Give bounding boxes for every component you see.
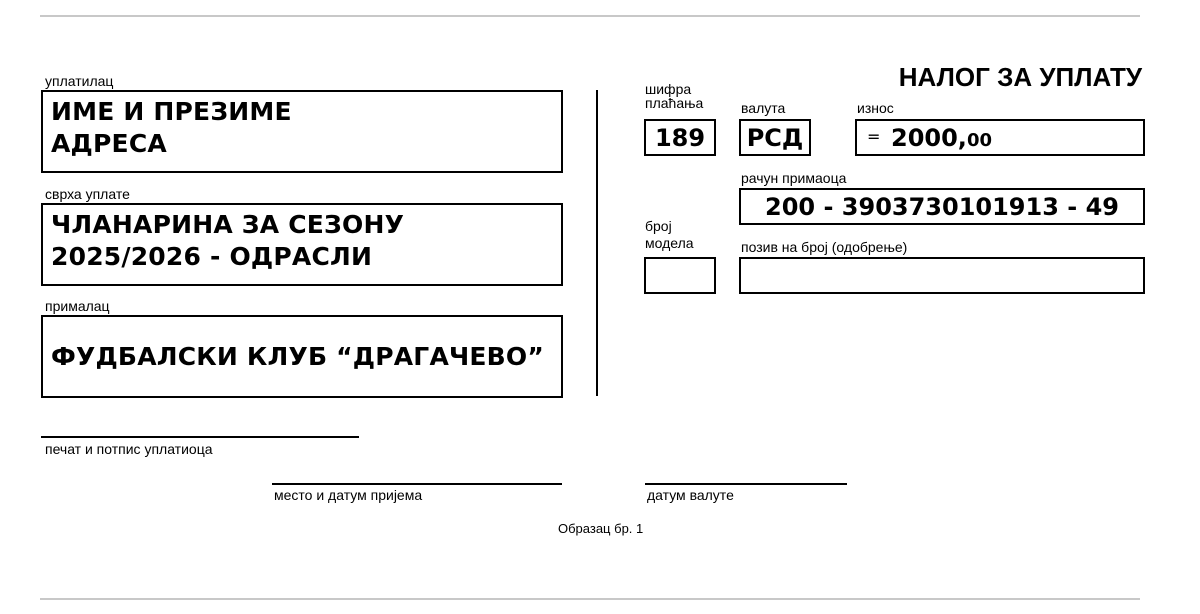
signature-label: печат и потпис уплатиоца	[45, 441, 213, 457]
payment-code-label-2: плаћања	[645, 95, 704, 111]
model-label-1: број	[645, 218, 672, 234]
currency-box[interactable]	[739, 119, 811, 156]
model-label-2: модела	[645, 235, 694, 251]
purpose-label: сврха уплате	[45, 186, 130, 202]
amount-prefix: =	[867, 127, 881, 146]
recipient-name: ФУДБАЛСКИ КЛУБ “ДРАГАЧЕВО”	[51, 342, 545, 371]
reference-box[interactable]	[739, 257, 1145, 294]
payer-name: ИМЕ И ПРЕЗИМЕ	[51, 97, 292, 126]
value-date-line	[645, 483, 847, 485]
amount-decimals: 00	[967, 130, 993, 151]
recipient-account-box[interactable]	[739, 188, 1145, 225]
payer-label: уплатилац	[45, 73, 114, 89]
payer-address: АДРЕСА	[51, 129, 167, 158]
purpose-box[interactable]	[41, 203, 563, 286]
top-rule	[40, 15, 1140, 17]
vertical-divider	[596, 90, 598, 396]
payment-code-label-1: шифра	[645, 81, 692, 97]
recipient-account-label: рачун примаоца	[741, 170, 847, 186]
signature-line	[41, 436, 359, 438]
currency-label: валута	[741, 100, 786, 116]
purpose-line1: ЧЛАНАРИНА ЗА СЕЗОНУ	[51, 210, 405, 239]
payer-box[interactable]	[41, 90, 563, 173]
payment-code-value: 189	[654, 124, 706, 152]
currency-value: РСД	[746, 124, 804, 152]
reference-label: позив на број (одобрење)	[741, 239, 908, 255]
recipient-label: прималац	[45, 298, 110, 314]
amount-integer: 2000,	[891, 124, 967, 152]
bottom-rule	[40, 598, 1140, 600]
place-date-label: место и датум пријема	[274, 487, 423, 503]
amount-label: износ	[857, 100, 894, 116]
place-date-line	[272, 483, 562, 485]
model-box[interactable]	[644, 257, 716, 294]
form-number: Образац бр. 1	[558, 521, 644, 536]
payment-code-box[interactable]	[644, 119, 716, 156]
form-title: НАЛОГ ЗА УПЛАТУ	[898, 62, 1142, 92]
recipient-account-value: 200 - 3903730101913 - 49	[765, 193, 1119, 221]
value-date-label: датум валуте	[647, 487, 734, 503]
recipient-box[interactable]	[41, 315, 563, 398]
amount-box[interactable]	[855, 119, 1145, 156]
purpose-line2: 2025/2026 - ОДРАСЛИ	[51, 242, 373, 271]
